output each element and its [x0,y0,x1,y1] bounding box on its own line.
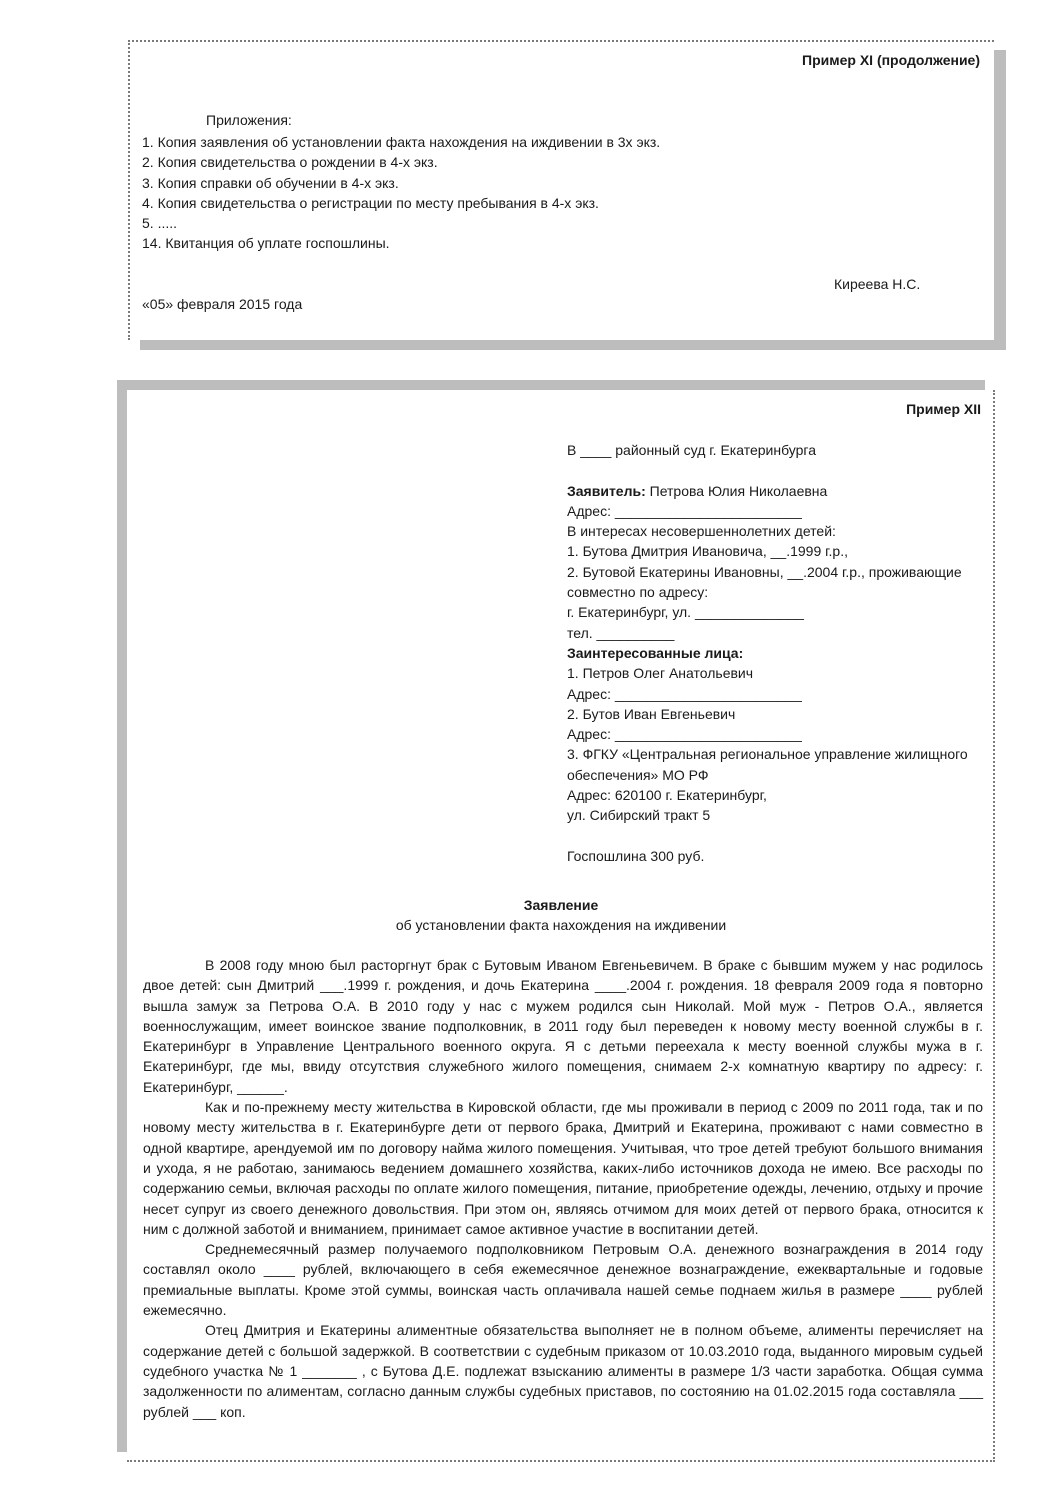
attachments-heading: Приложения: [206,112,292,128]
child-1: 1. Бутова Дмитрия Ивановича, __.1999 г.р., [567,543,848,560]
child-2: 2. Бутовой Екатерины Ивановны, __.2004 г.р., проживающие [567,563,962,580]
party-3-line-2: обеспечения» МО РФ [567,766,709,783]
attachment-item: 4. Копия свидетельства о регистрации по месту пребывания в 4-х экз. [142,194,599,211]
box2-shadow-top [117,380,985,390]
court-line: В ____ районный суд г. Екатеринбурга [567,442,816,458]
party-1-address: Адрес: ________________________ [567,685,802,702]
applicant-name: Петрова Юлия Николаевна [645,482,828,499]
body-paragraph: Отец Дмитрия и Екатерины алиментные обязательства выполняет не в полном объеме, алименты перечисляет на содержание детей с большой задержкой. В соответствии с судебным приказом от 10.03.2010 года, выданного мировым судьей судебного участка № 1 _______ , с Бутова Д.Е. подлежат взысканию алименты в размере 1/3 части заработка. Общая сумма задолженности по алиментам, согласно данным службы судебных приставов, по состоянию на 01.02.2015 года составляла ___ рублей ___ коп. [143,1322,983,1420]
box2-shadow-left [117,380,127,1452]
state-fee-line: Госпошлина 300 руб. [567,847,705,864]
attachment-item: 2. Копия свидетельства о рождении в 4-х экз. [142,154,438,171]
party-3-address-2: ул. Сибирский тракт 5 [567,807,711,824]
example-xii-title: Пример XII [906,401,981,417]
attachment-item: 5. ..... [142,215,178,232]
party-3-line-1: 3. ФГКУ «Центральная региональное управление жилищного [567,746,968,763]
example-xi-title: Пример XI (продолжение) [802,52,980,68]
statement-body [143,955,983,1422]
city-street-line: г. Екатеринбург, ул. ______________ [567,604,804,621]
box2-bottom-border [127,1460,995,1462]
document-subtitle: об установлении факта нахождения на иждивении [395,917,727,933]
attachment-item: 1. Копия заявления об установлении факта нахождения на иждивении в 3х экз. [142,134,661,150]
jointly-line: совместно по адресу: [567,584,709,601]
applicant-label: Заявитель: [567,482,646,499]
applicant-line [567,481,987,501]
body-paragraph: Среднемесячный размер получаемого подполковником Петровым О.А. денежного вознаграждения в 2014 году составлял около ____ рублей, включающего в себя ежемесячное денежное вознаграждение, ежеквартальные и годовые премиальные выплаты. Кроме этой суммы, воинская часть оплачивала нашей семье поднаем жилья в размере ____ рублей ежемесячно. [143,1241,983,1319]
party-3-address-1: Адрес: 620100 г. Екатеринбург, [567,787,767,804]
attachment-item: 14. Квитанция об уплате госпошлины. [142,235,390,252]
party-1: 1. Петров Олег Анатольевич [567,665,754,682]
attachments-list [142,132,660,254]
attachment-item: 3. Копия справки об обучении в 4-х экз. [142,174,399,191]
signature-date: «05» февраля 2015 года [142,296,303,312]
interested-parties-label: Заинтересованные лица: [567,644,744,661]
document-title: Заявление [523,897,599,913]
party-2: 2. Бутов Иван Евгеньевич [567,705,736,722]
phone-line: тел. __________ [567,624,675,641]
addressee-block [567,440,987,866]
applicant-address: Адрес: ________________________ [567,502,802,519]
signer-name: Киреева Н.С. [834,276,921,292]
interests-line: В интересах несовершеннолетних детей: [567,523,836,540]
example-xii-box [127,390,995,1462]
party-2-address: Адрес: ________________________ [567,726,802,743]
body-paragraph: В 2008 году мною был расторгнут брак с Бутовым Иваном Евгеньевичем. В браке с бывшим мужем у нас родилось двое детей: сын Дмитрий ___.1999 г. рождения, и дочь Екатерина ____.2004 г. рождения. 18 февраля 2009 года я повторно вышла замуж за Петрова О.А. В 2010 году у нас с мужем родился сын Николай. Мой муж - Петров О.А., является военнослужащим, имеет воинское звание подполковник, в 2011 году был переведен к новому месту военной службы в г. Екатеринбург в Управление Центрального военного округа. Я с детьми переехала к месту военной службы мужа в г. Екатеринбург, где мы, ввиду отсутствия служебного жилого помещения, снимаем 2-х комнатную квартиру по адресу: г. Екатеринбург, ______. [143,957,983,1095]
body-paragraph: Как и по-прежнему месту жительства в Кировской области, где мы проживали в период с 2009 по 2011 года, так и по новому месту жительства в г. Екатеринбурге дети от первого брака, Дмитрий и Екатерина, проживают с нами совместно в одной квартире, арендуемой им по договору найма жилого помещения. Учитывая, что трое детей требуют большого внимания и ухода, я не работаю, занимаюсь ведением домашнего хозяйства, каких-либо источников дохода не имею. Все расходы по содержанию семьи, включая расходы по оплате жилого помещения, питание, приобретение одежды, лечению, отдыху и прочие несет супруг из своего денежного довольствия. При этом он, являясь отчимом для моих детей от первого брака, относится к ним с должной заботой и вниманием, принимает самое активное участие в воспитании детей. [143,1099,983,1237]
example-xi-continued-box [128,40,994,340]
